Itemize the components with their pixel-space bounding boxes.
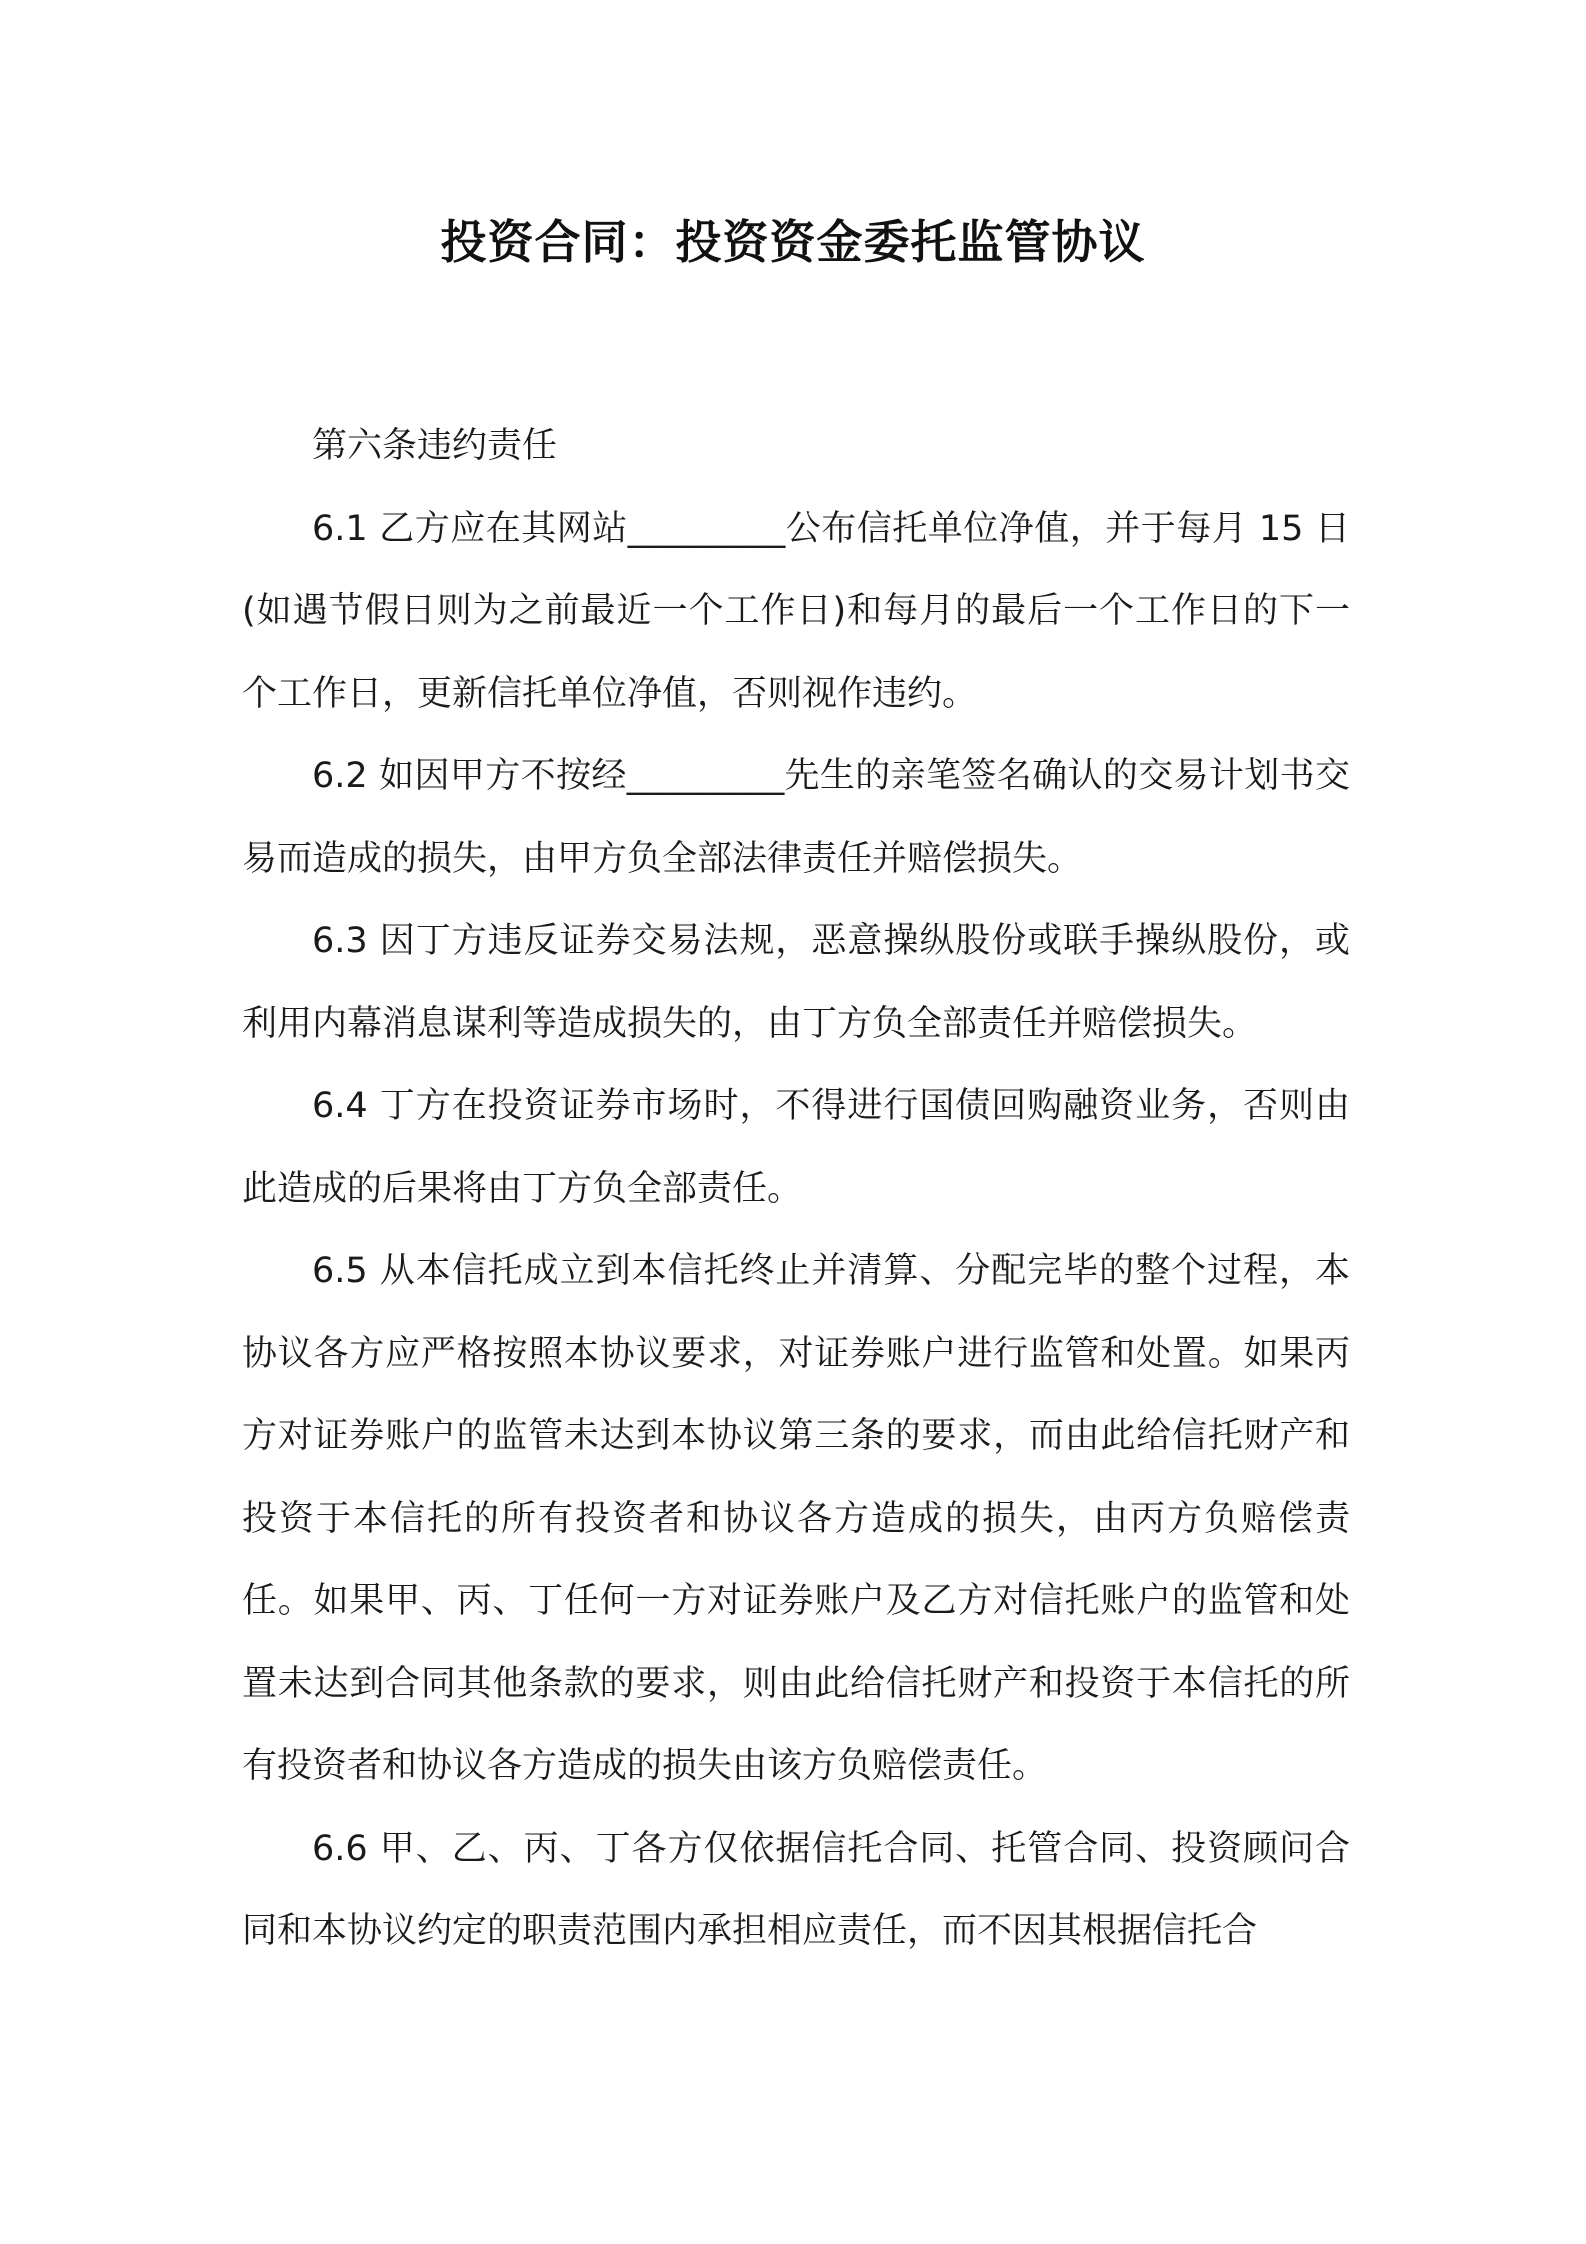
paragraph-6-6: 6.6 甲、乙、丙、丁各方仅依据信托合同、托管合同、投资顾问合同和本协议约定的职责范围内承担相应责任，而不因其根据信托合 (242, 1828, 1350, 1951)
paragraph-6-5: 6.5 从本信托成立到本信托终止并清算、分配完毕的整个过程，本协议各方应严格按照本协议要求，对证券账户进行监管和处置。如果丙方对证券账户的监管未达到本协议第三条的要求，而由此给信托财产和投资于本信托的所有投资者和协议各方造成的损失，由丙方负赔偿责任。如果甲、丙、丁任何一方对证券账户及乙方对信托账户的监管和处置未达到合同其他条款的要求，则由此给信托财产和投资于本信托的所有投资者和协议各方造成的损失由该方负赔偿责任。 (242, 1251, 1350, 1786)
paragraph-6-4: 6.4 丁方在投资证券市场时，不得进行国债回购融资业务，否则由此造成的后果将由丁方负全部责任。 (242, 1086, 1350, 1209)
paragraph-6-2: 6.2 如因甲方不按经_________先生的亲笔签名确认的交易计划书交易而造成的损失，由甲方负全部法律责任并赔偿损失。 (242, 756, 1350, 879)
paragraph-6-3: 6.3 因丁方违反证券交易法规，恶意操纵股份或联手操纵股份，或利用内幕消息谋利等造成损失的，由丁方负全部责任并赔偿损失。 (242, 921, 1350, 1044)
document-body (242, 405, 1350, 1973)
paragraph-6-1: 6.1 乙方应在其网站_________公布信托单位净值，并于每月 15 日(如遇节假日则为之前最近一个工作日)和每月的最后一个工作日的下一个工作日，更新信托单位净值，否则视作违约。 (242, 508, 1350, 714)
section-heading: 第六条违约责任 (312, 426, 558, 466)
document-title: 投资合同：投资资金委托监管协议 (440, 215, 1146, 269)
